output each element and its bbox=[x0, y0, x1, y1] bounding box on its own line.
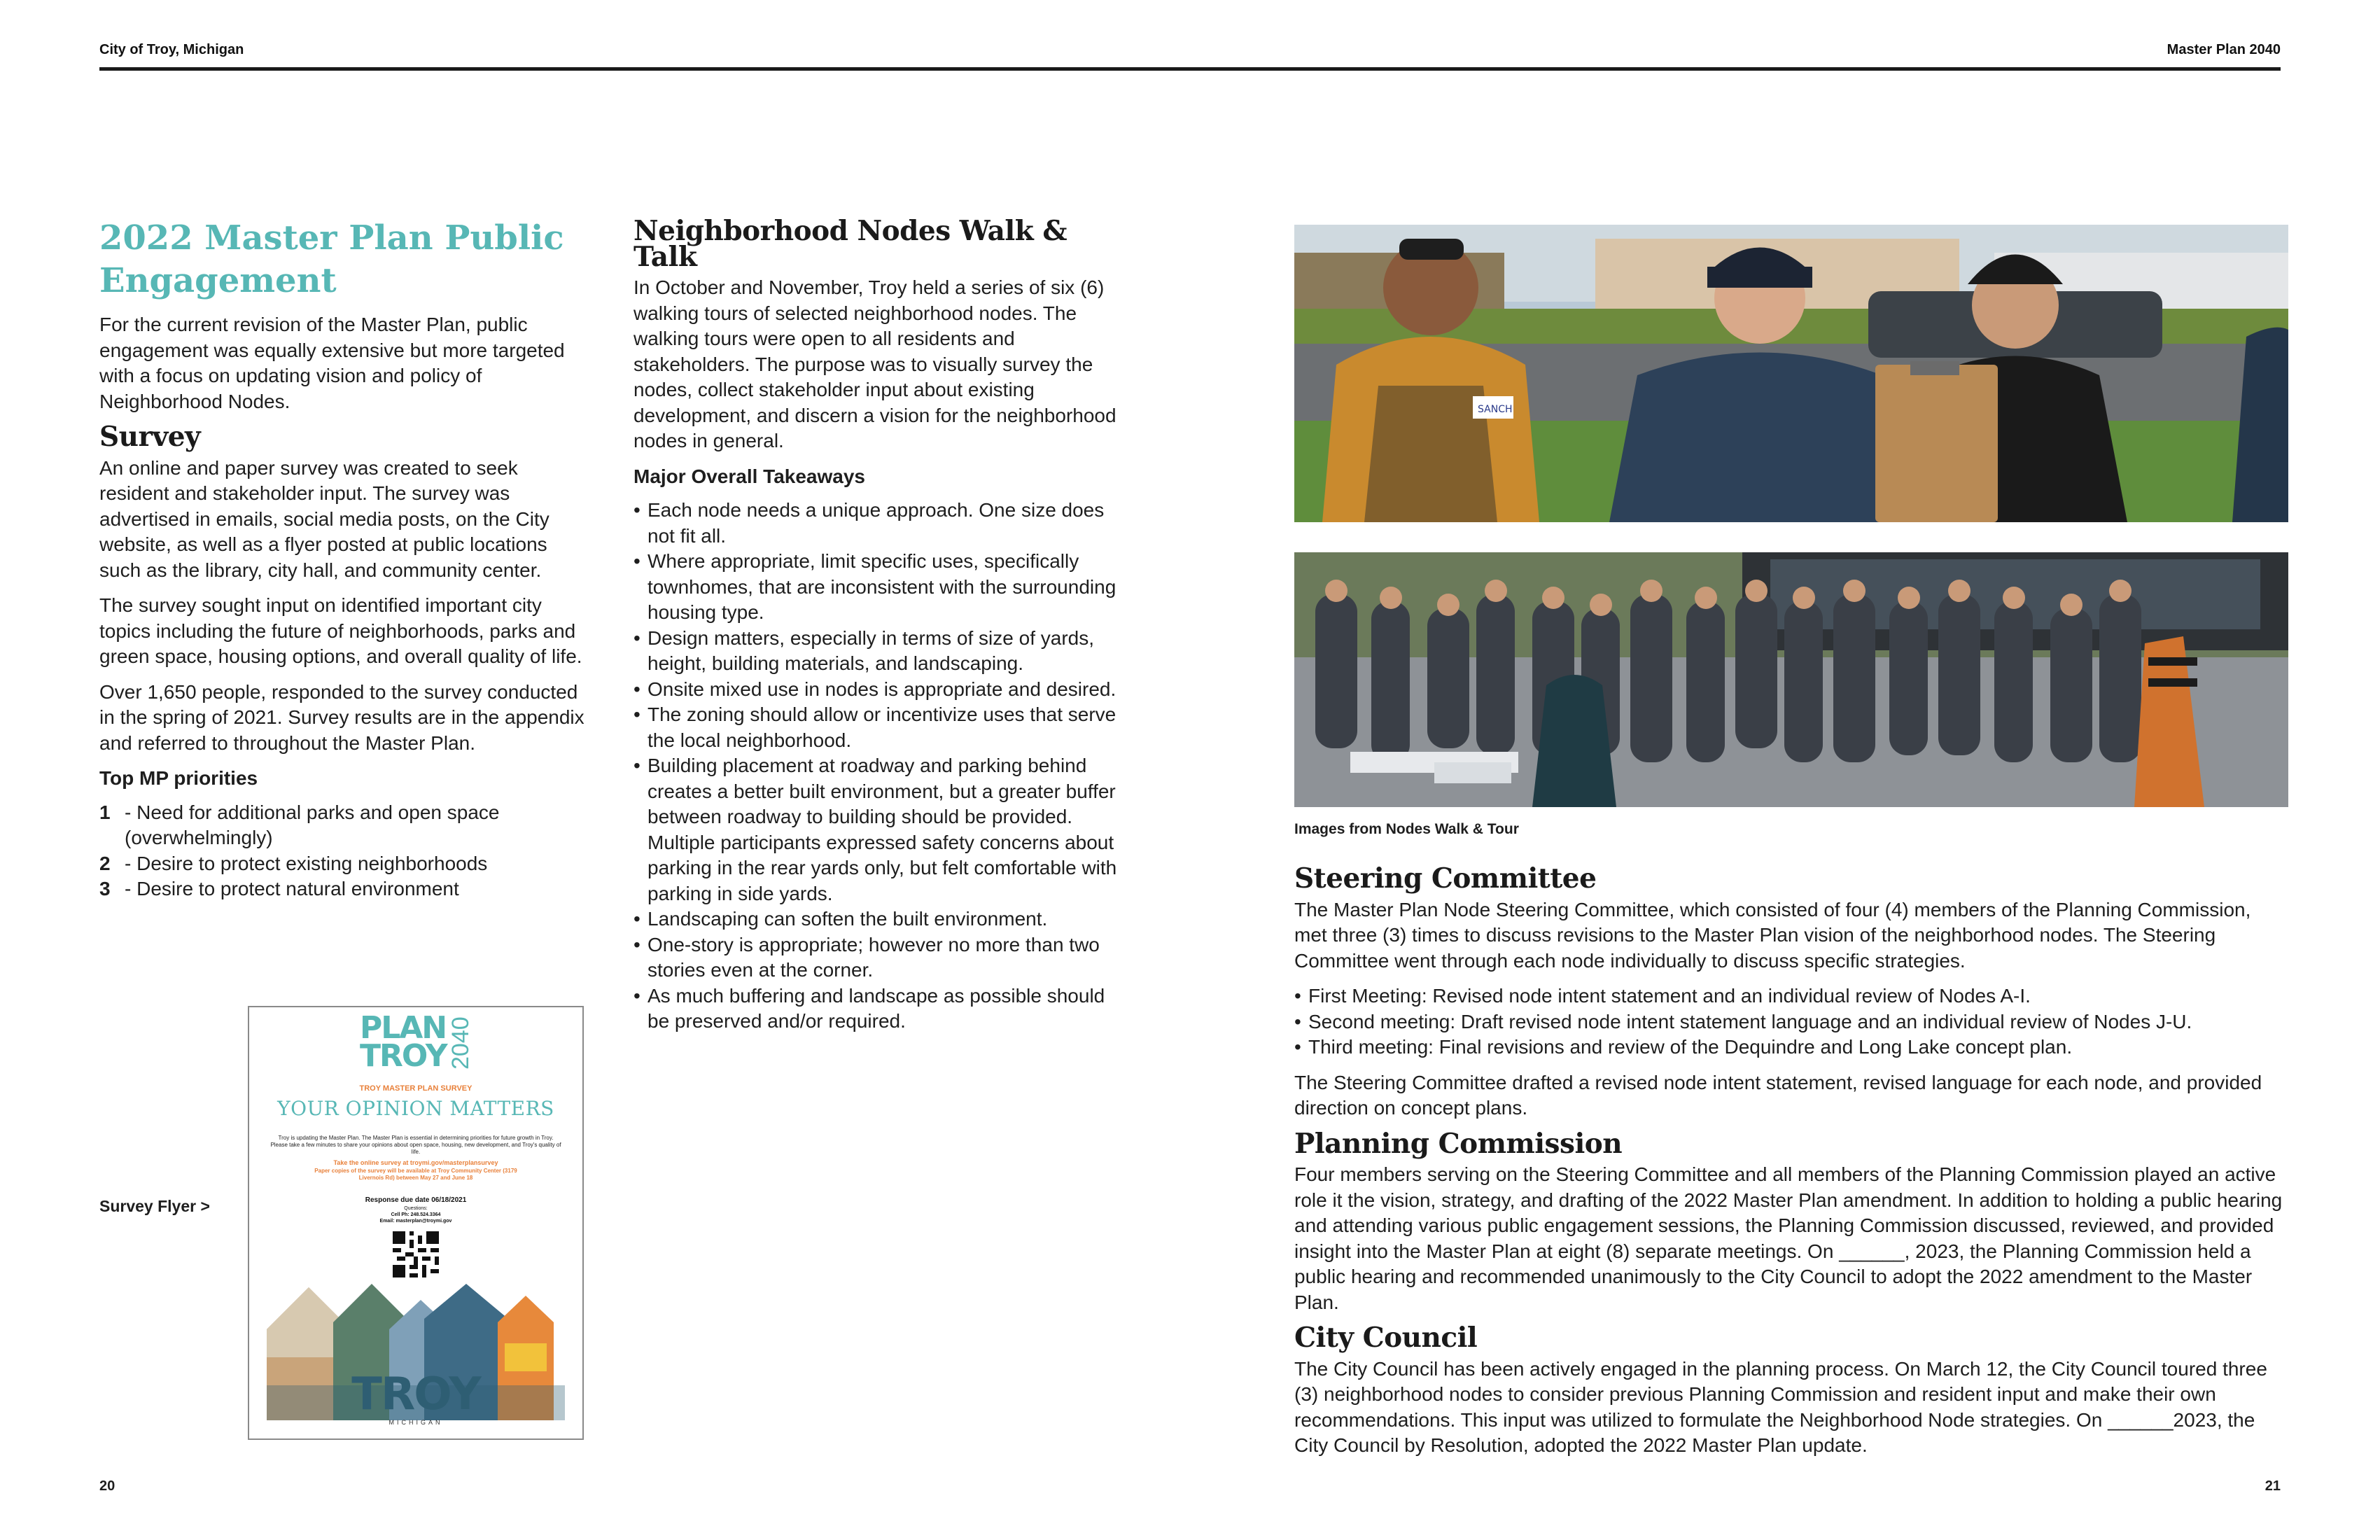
takeaway-item: • One-story is appropriate; however no more than two stories even at the corner. bbox=[634, 932, 1124, 983]
planning-paragraph: Four members serving on the Steering Committee and all members of the Planning Commission played an active role it the vision, strategy, and drafting of the 2022 Master Plan amendment. In addition to holding a public hearing and attending various public engagement sessions, the Planning Commission discussed, reviewed, and provided insight into the Master Plan at eight (8) separate meetings. On ______, 2023, the Planning Commission held a public hearing and recommended unanimously to the City Council to adopt the 2022 amendment to the Master Plan. bbox=[1294, 1163, 2283, 1313]
priority-item bbox=[99, 851, 589, 877]
flyer-paper-note: Paper copies of the survey will be available at Troy Community Center (3179 Livernois Rd) between May 27 and June 18 bbox=[314, 1168, 517, 1181]
steering-meeting-item: • Second meeting: Draft revised node intent statement language and an individual review of Nodes J-U. bbox=[1294, 1009, 2288, 1035]
logo-plan: PLAN bbox=[359, 1010, 447, 1046]
walk-photo-1 bbox=[1294, 225, 2288, 522]
priority-number: 3 bbox=[99, 878, 111, 899]
takeaway-item: • Design matters, especially in terms of size of yards, height, building materials, and landscaping. bbox=[634, 626, 1124, 677]
page-number-right: 21 bbox=[2264, 1478, 2281, 1494]
flyer-phone: Cell Ph: 248.524.3364 bbox=[391, 1212, 441, 1217]
takeaway-item: • Building placement at roadway and parking behind creates a better built environment, but a greater buffer between roadway to building should be provided. Multiple participants expressed safety concerns about parking in the rear yards only, but felt comfortable with parking in side yards. bbox=[634, 753, 1124, 906]
flyer-blurb: Troy is updating the Master Plan. The Master Plan is essential in determining priorities for future growth in Troy. Please take a few minutes to share your opinions about open space, housing, new development, and Troy's quality of life. bbox=[270, 1135, 561, 1155]
header-rule bbox=[99, 67, 2281, 71]
takeaway-item: • Landscaping can soften the built environment. bbox=[634, 906, 1124, 932]
flyer-email: Email: masterplan@troymi.gov bbox=[379, 1219, 452, 1224]
takeaway-item: • The zoning should allow or incentivize uses that serve the local neighborhood. bbox=[634, 702, 1124, 753]
flyer-state: MICHIGAN bbox=[388, 1419, 443, 1426]
takeaways-list bbox=[634, 498, 1124, 1035]
flyer-questions: Questions: bbox=[404, 1206, 428, 1211]
priorities-list bbox=[99, 800, 589, 902]
takeaway-item: • As much buffering and landscape as possible should be preserved and/or required. bbox=[634, 983, 1124, 1035]
takeaway-item: • Each node needs a unique approach. One size does not fit all. bbox=[634, 498, 1124, 549]
steering-meetings-list bbox=[1294, 983, 2288, 1060]
priority-text: - Desire to protect existing neighborhoods bbox=[125, 852, 488, 874]
takeaways-heading: Major Overall Takeaways bbox=[634, 465, 865, 487]
page-number-left: 20 bbox=[99, 1478, 115, 1494]
header-city: City of Troy, Michigan bbox=[99, 42, 244, 57]
priority-number: 1 bbox=[99, 801, 111, 823]
flyer-troy-wordmark: TROY bbox=[351, 1368, 480, 1420]
survey-paragraph-2: The survey sought input on identified important city topics including the future of neighborhoods, parks and green space, housing options, and overall quality of life. bbox=[99, 594, 582, 667]
intro-paragraph: For the current revision of the Master Plan, public engagement was equally extensive but more targeted with a focus on updating vision and policy of Neighborhood Nodes. bbox=[99, 314, 565, 412]
steering-meeting-item: • Third meeting: Final revisions and review of the Dequindre and Long Lake concept plan. bbox=[1294, 1035, 2288, 1060]
priority-text: - Desire to protect natural environment bbox=[125, 878, 459, 899]
column-right bbox=[1294, 862, 2288, 1469]
walk-talk-intro: In October and November, Troy held a series of six (6) walking tours of selected neighborhood nodes. The walking tours were open to all residents and stakeholders. The purpose was to visually survey the nodes, collect stakeholder input about existing development, and discern a vision for the neighborhood nodes in general. bbox=[634, 276, 1116, 451]
steering-intro: The Master Plan Node Steering Committee, which consisted of four (4) members of the Planning Commission, met three (3) times to discuss revisions to the Master Plan vision of the neighborhood nodes. The Steering Committee went through each node individually to discuss specific strategies. bbox=[1294, 898, 2251, 972]
takeaway-item: • Where appropriate, limit specific uses, specifically townhomes, that are inconsistent with the surrounding housing type. bbox=[634, 549, 1124, 626]
header-plan-title: Master Plan 2040 bbox=[2166, 42, 2281, 57]
survey-flyer-label: Survey Flyer > bbox=[99, 1197, 210, 1215]
survey-flyer bbox=[248, 1006, 584, 1440]
column-middle bbox=[634, 215, 1124, 1044]
flyer-due-date: Response due date 06/18/2021 bbox=[365, 1196, 467, 1204]
priorities-heading: Top MP priorities bbox=[99, 767, 258, 789]
flyer-headline: YOUR OPINION MATTERS bbox=[277, 1097, 554, 1120]
survey-paragraph-1: An online and paper survey was created to seek resident and stakeholder input. The survey was advertised in emails, social media posts, on the City website, as well as a flyer posted at public locations such as the library, city hall, and community center. bbox=[99, 456, 550, 581]
flyer-kicker: TROY MASTER PLAN SURVEY bbox=[359, 1084, 472, 1093]
column-left bbox=[99, 217, 589, 902]
council-paragraph: The City Council has been actively engaged in the planning process. On March 12, the City Council toured three (3) neighborhood nodes to consider previous Planning Commission and resident input and make their own recommendations. This input was utilized to formulate the Neighborhood Node strategies. On ______2023, the City Council by Resolution, adopted the 2022 Master Plan update. bbox=[1294, 1357, 2267, 1456]
qr-code-icon bbox=[393, 1231, 439, 1278]
planning-heading: Planning Commission bbox=[1294, 1127, 1623, 1160]
page-title: 2022 Master Plan Public Engagement bbox=[99, 218, 564, 300]
walk-photo-2 bbox=[1294, 552, 2288, 807]
council-heading: City Council bbox=[1294, 1322, 1478, 1354]
plan-troy-logo bbox=[249, 1010, 582, 1074]
flyer-online-link: Take the online survey at troymi.gov/masterplansurvey bbox=[333, 1159, 498, 1166]
logo-year: 2040 bbox=[447, 1016, 475, 1070]
steering-outro: The Steering Committee drafted a revised node intent statement, revised language for each node, and provided direction on concept plans. bbox=[1294, 1071, 2262, 1119]
survey-paragraph-3: Over 1,650 people, responded to the survey conducted in the spring of 2021. Survey results are in the appendix and referred to throughout the Master Plan. bbox=[99, 680, 584, 754]
photo-caption: Images from Nodes Walk & Tour bbox=[1294, 821, 1519, 837]
survey-heading: Survey bbox=[99, 421, 201, 453]
takeaway-item: • Onsite mixed use in nodes is appropriate and desired. bbox=[634, 677, 1124, 703]
walk-talk-heading: Neighborhood Nodes Walk & Talk bbox=[634, 215, 1068, 273]
steering-meeting-item: • First Meeting: Revised node intent statement and an individual review of Nodes A-I. bbox=[1294, 983, 2288, 1009]
priority-item bbox=[99, 800, 589, 851]
steering-heading: Steering Committee bbox=[1294, 862, 1597, 895]
priority-number: 2 bbox=[99, 852, 111, 874]
name-tag-text: SANCH bbox=[1478, 404, 1513, 415]
priority-text: - Need for additional parks and open space (overwhelmingly) bbox=[125, 801, 500, 848]
logo-troy: TROY bbox=[359, 1038, 447, 1074]
priority-item bbox=[99, 876, 589, 902]
